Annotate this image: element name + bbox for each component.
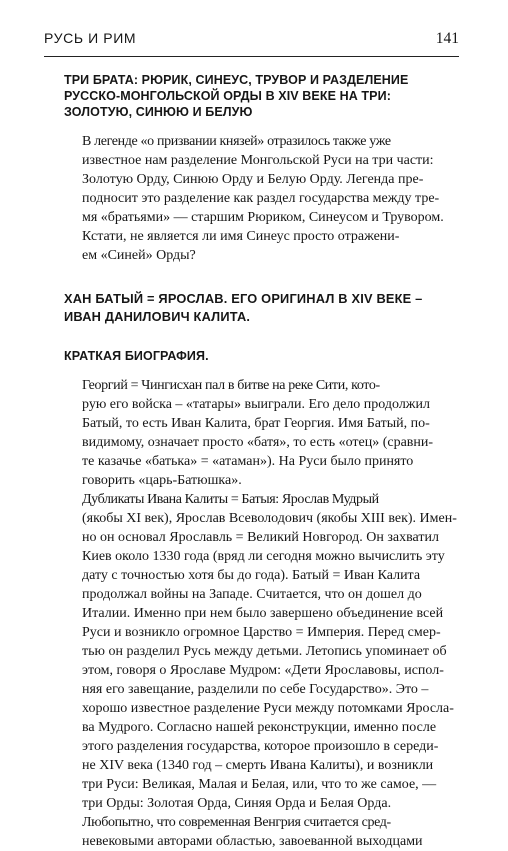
text-line: невековыми авторами областью, завоеванной выходцами [82,834,423,849]
text-line: няя его завещание, разделили по себе Государство». Это – [82,682,429,697]
paragraph-georgy [64,376,460,490]
text-line: этого разделения государства, которое произошло в середи- [82,739,439,754]
text-line: Киев около 1330 года (вряд ли сегодня можно вычислить эту [82,549,445,564]
page-content [64,72,460,851]
section-heading-three-brothers [64,72,460,120]
page-number: 141 [435,30,459,47]
text-line: тью он разделил Русь между детьми. Летопись упоминает об [82,644,447,659]
section-title-batu-khan [64,290,460,326]
text-line: дату с точностью хотя бы до года). Батый = Иван Калита [82,568,421,583]
text-line: три Орды: Золотая Орда, Синяя Орда и Белая Орда. [82,796,392,811]
text-line: продолжал войны на Западе. Считается, что он дошел до [82,587,422,602]
heading-line: ТРИ БРАТА: РЮРИК, СИНЕУС, ТРУВОР И РАЗДЕЛЕНИЕ [64,73,409,87]
running-header [44,30,459,54]
text-line: Батый, то есть Иван Калита, брат Георгия. Имя Батый, по- [82,416,430,431]
text-line: три Руси: Великая, Малая и Белая, или, что то же самое, — [82,777,437,792]
text-line: этом, говоря о Ярославе Мудром: «Дети Ярославовы, испол- [82,663,444,678]
text-line: Кстати, не является ли имя Синеус просто отражени- [82,229,400,244]
text-line: Золотую Орду, Синюю Орду и Белую Орду. Легенда пре- [82,172,424,187]
text-line: рую его войска – «татары» выиграли. Его дело продолжил [82,397,430,412]
heading-line: РУССКО-МОНГОЛЬСКОЙ ОРДЫ В XIV ВЕКЕ НА ТРИ: [64,89,391,103]
text-line: В легенде «о призвании князей» отразилось также уже [82,134,391,149]
heading-line: ЗОЛОТУЮ, СИНЮЮ И БЕЛУЮ [64,105,253,119]
text-line: подносит это разделение как раздел государства между тре- [82,191,440,206]
text-line: Дубликаты Ивана Калиты = Батыя: Ярослав Мудрый [82,492,379,507]
book-title: РУСЬ И РИМ [44,30,137,46]
text-line: Руси и возникло огромное Царство = Империя. Перед смер- [82,625,441,640]
paragraph-hungary [64,813,460,851]
title-line: ХАН БАТЫЙ = ЯРОСЛАВ. ЕГО ОРИГИНАЛ В XIV ВЕКЕ – [64,291,423,306]
paragraph-duplicates [64,490,460,813]
title-line: ИВАН ДАНИЛОВИЧ КАЛИТА. [64,309,251,324]
text-line: известное нам разделение Монгольской Руси на три части: [82,153,434,168]
subheading-short-biography: КРАТКАЯ БИОГРАФИЯ. [64,349,209,363]
text-line: ва Мудрого. Согласно нашей реконструкции, именно после [82,720,437,735]
text-line: Любопытно, что современная Венгрия считается сред- [82,815,391,830]
paragraph-legend [64,132,460,265]
text-line: видимому, означает просто «батя», то есть «отец» (сравни- [82,435,434,450]
text-line: говорить «царь-Батюшка». [82,473,242,488]
text-line: (якобы XI век), Ярослав Всеволодович (якобы XIII век). Имен- [82,511,457,526]
text-line: те казачье «батька» = «атаман»). На Руси было принято [82,454,414,469]
text-line: Георгий = Чингисхан пал в битве на реке Сити, кото- [82,378,380,393]
text-line: не XIV века (1340 год – смерть Ивана Калиты), и возникли [82,758,434,773]
header-rule [44,56,459,57]
text-line: ем «Синей» Орды? [82,248,196,263]
text-line: но он основал Ярославль = Великий Новгород. Он захватил [82,530,439,545]
text-line: хорошо известное разделение Руси между потомками Яросла- [82,701,454,716]
text-line: мя «братьями» — старшим Рюриком, Синеусом и Трувором. [82,210,444,225]
text-line: Италии. Именно при нем было завершено объединение всей [82,606,444,621]
